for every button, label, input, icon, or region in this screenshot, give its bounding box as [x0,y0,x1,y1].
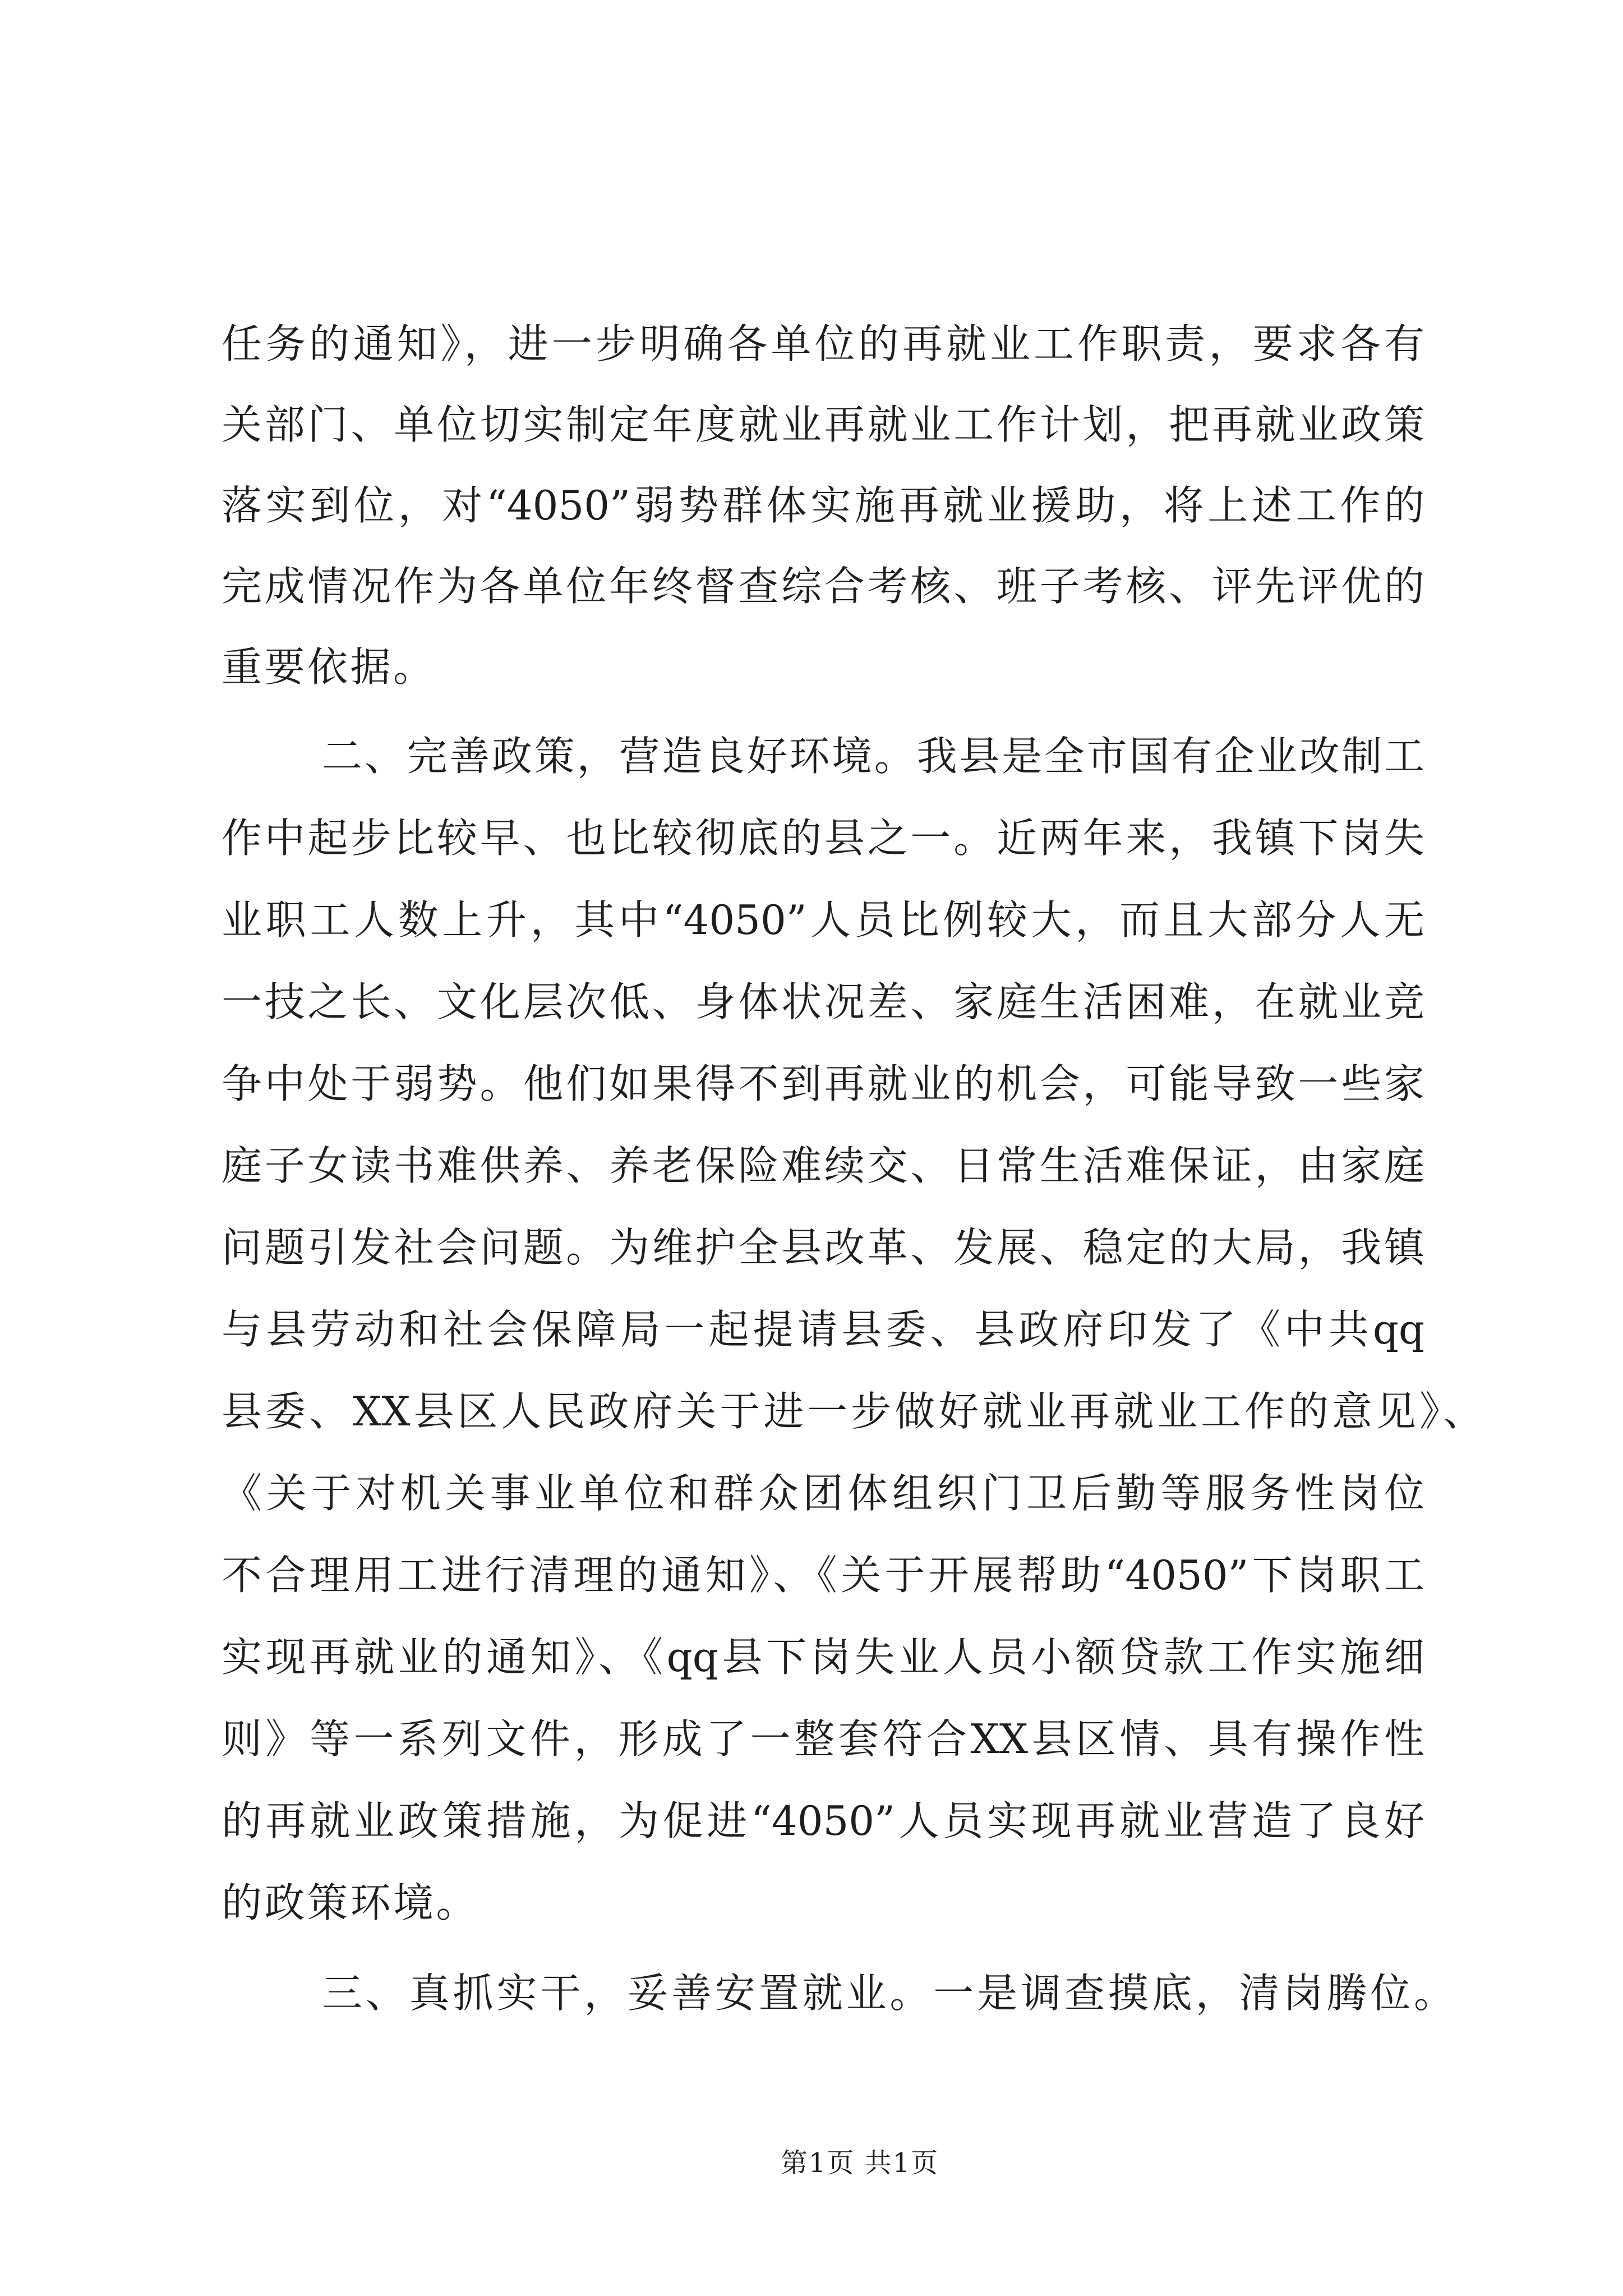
text-line: 争中处于弱势。他们如果得不到再就业的机会，可能导致一些家 [222,1060,1424,1107]
text-line: 的政策环境。 [222,1879,479,1926]
text-line: 则》等一系列文件，形成了一整套符合XX县区情、具有操作性 [222,1715,1424,1763]
text-line: 的再就业政策措施，为促进“4050”人员实现再就业营造了良好 [222,1797,1424,1844]
text-line: 关部门、单位切实制定年度就业再就业工作计划，把再就业政策 [222,401,1424,448]
text-line: 与县劳动和社会保障局一起提请县委、县政府印发了《中共qq [222,1306,1424,1353]
text-line: 三、真抓实干，妥善安置就业。一是调查摸底，清岗腾位。 [322,1970,1454,2017]
text-line: 《关于对机关事业单位和群众团体组织门卫后勤等服务性岗位 [222,1470,1424,1517]
text-line: 作中起步比较早、也比较彻底的县之一。近两年来，我镇下岗失 [222,815,1424,862]
text-line: 一技之长、文化层次低、身体状况差、家庭生活困难，在就业竞 [222,978,1424,1025]
text-line: 实现再就业的通知》、《qq县下岗失业人员小额贷款工作实施细 [222,1634,1424,1681]
text-line: 落实到位，对“4050”弱势群体实施再就业援助，将上述工作的 [222,482,1424,529]
text-line: 完成情况作为各单位年终督查综合考核、班子考核、评先评优的 [222,563,1424,610]
text-line: 不合理用工进行清理的通知》、《关于开展帮助“4050”下岗职工 [222,1552,1424,1599]
text-line: 任务的通知》，进一步明确各单位的再就业工作职责，要求各有 [222,320,1424,367]
text-line: 二、完善政策，营造良好环境。我县是全市国有企业改制工 [322,733,1424,780]
page-footer [720,2146,1000,2180]
text-line: 业职工人数上升，其中“4050”人员比例较大，而且大部分人无 [222,896,1424,944]
text-line: 重要依据。 [222,643,436,691]
page-number: 第1页 共1页 [780,2147,939,2179]
text-line: 庭子女读书难供养、养老保险难续交、日常生活难保证，由家庭 [222,1142,1424,1189]
text-line: 县委、XX县区人民政府关于进一步做好就业再就业工作的意见》、 [222,1388,1483,1435]
text-line: 问题引发社会问题。为维护全县改革、发展、稳定的大局，我镇 [222,1224,1424,1271]
